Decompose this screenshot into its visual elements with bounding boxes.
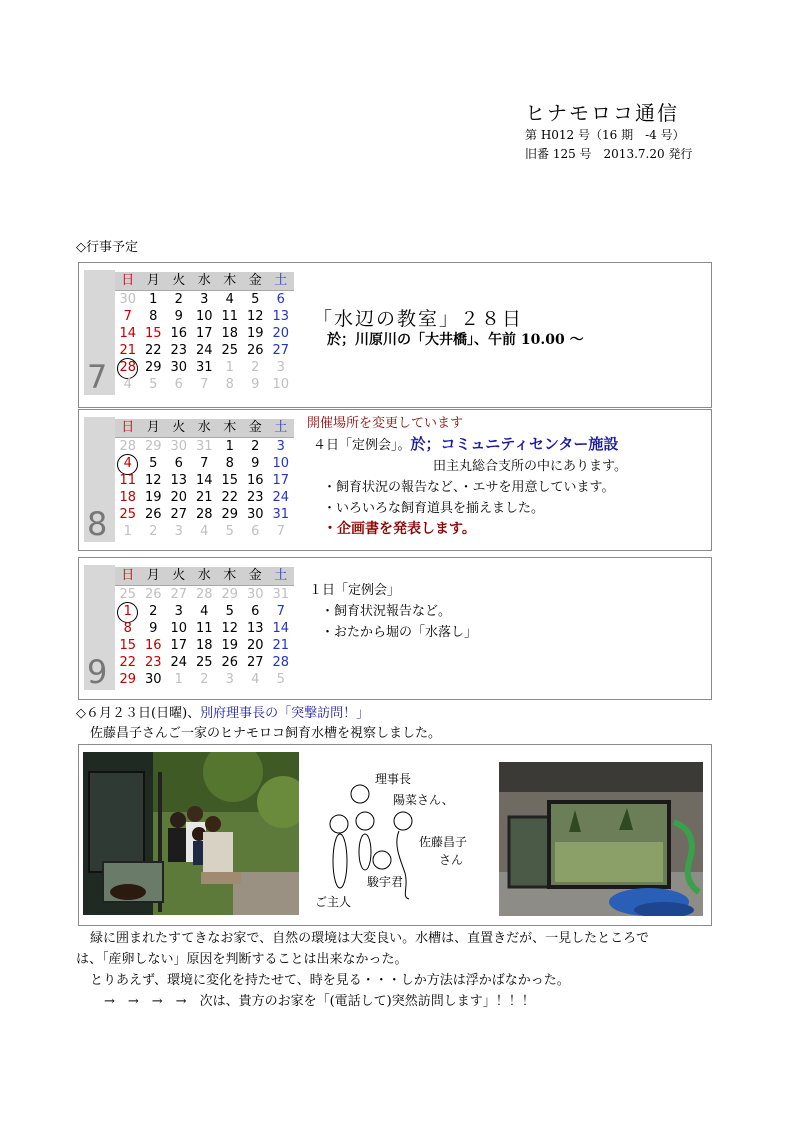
- calendar-day: 6: [174, 377, 183, 392]
- calendar-day: 17: [170, 638, 188, 653]
- serial-and-date: 旧番 125 号 2013.7.20 発行: [525, 147, 693, 161]
- calendar-week-row: [115, 455, 294, 472]
- newsletter-title: ヒナモロコ通信: [525, 101, 679, 125]
- calendar-day: 20: [272, 326, 290, 341]
- weekday-label: 月: [146, 420, 160, 435]
- calendar-day: 5: [276, 672, 285, 687]
- weekday-label: 金: [248, 420, 262, 435]
- calendar-day: 7: [276, 604, 285, 619]
- calendar-day: 9: [251, 456, 260, 471]
- calendar-day: 10: [170, 621, 188, 636]
- visit-heading-date: ◇６月２３日(日曜)、: [76, 706, 201, 721]
- calendar-day: 29: [221, 587, 239, 602]
- calendar-day: 11: [195, 621, 213, 636]
- visit-photo-box: [78, 744, 712, 926]
- calendar-day: 24: [195, 343, 213, 358]
- calendar-day: 2: [149, 604, 158, 619]
- calendar-day: 7: [123, 309, 132, 324]
- weekday-label: 金: [248, 273, 262, 288]
- calendar-day: 6: [251, 604, 260, 619]
- calendar-day: 3: [174, 524, 183, 539]
- august-item-1: ・飼育状況の報告など、・エサを用意しています。: [323, 480, 615, 495]
- july-event-title: 「水辺の教室」２８日: [313, 308, 524, 330]
- weekday-label: 木: [223, 420, 237, 435]
- calendar-day: 18: [221, 326, 239, 341]
- masthead: [525, 100, 692, 164]
- calendar-day: 15: [221, 473, 239, 488]
- calendar-day: 28: [272, 655, 290, 670]
- calendar-day: 25: [221, 343, 239, 358]
- label-hina: 陽菜さん、: [393, 793, 454, 807]
- body-paragraph-1-line-1: 緑に囲まれたすてきなお家で、自然の環境は大変良い。水槽は、直置きだが、一見したところで: [90, 931, 650, 946]
- calendar-day: 7: [200, 456, 209, 471]
- calendar-day: 19: [221, 638, 239, 653]
- weekday-label: 日: [121, 273, 135, 288]
- calendar-day: 5: [149, 377, 158, 392]
- calendar-week-row: [115, 586, 294, 603]
- calendar-week-row: [115, 620, 294, 637]
- label-husband: ご主人: [315, 895, 352, 909]
- weekday-label: 火: [172, 420, 186, 435]
- calendar-day: 3: [200, 292, 209, 307]
- calendar-day: 10: [195, 309, 213, 324]
- calendar-month-number: 8: [87, 505, 108, 543]
- calendar-day: 16: [246, 473, 264, 488]
- calendar-day: 20: [170, 490, 188, 505]
- august-event-line: ４日「定例会」。: [313, 438, 411, 453]
- calendar-day: 15: [144, 326, 162, 341]
- calendar-day: 2: [174, 292, 183, 307]
- calendar-day: 27: [170, 507, 188, 522]
- calendar-day: 8: [225, 377, 234, 392]
- calendar-day: 29: [221, 507, 239, 522]
- calendar-day: 18: [195, 638, 213, 653]
- calendar-day: 26: [144, 507, 162, 522]
- august-event-place: 於；コミュニティセンター施設: [410, 435, 619, 453]
- calendar-week-row: [115, 472, 294, 489]
- calendar-day: 4: [200, 524, 209, 539]
- calendar-day: 10: [272, 377, 290, 392]
- calendar-day: 6: [251, 524, 260, 539]
- calendar-week-row: [115, 506, 294, 523]
- visit-heading-title: 別府理事長の「突撃訪問！」: [200, 706, 370, 721]
- calendar-day: 30: [170, 360, 188, 375]
- body-paragraph-2: とりあえず、環境に変化を持たせて、時を見る・・・しか方法は浮かばなかった。: [90, 973, 570, 988]
- calendar-day: 21: [272, 638, 290, 653]
- september-calendar: [84, 565, 296, 690]
- calendar-day: 12: [246, 309, 264, 324]
- calendar-day: 1: [225, 439, 234, 454]
- calendar-day: 8: [225, 456, 234, 471]
- july-calendar: [84, 270, 296, 395]
- calendar-day: 10: [272, 456, 290, 471]
- weekday-label: 木: [223, 273, 237, 288]
- calendar-day: 5: [149, 456, 158, 471]
- calendar-grid: [115, 567, 294, 688]
- calendar-day: 5: [225, 524, 234, 539]
- calendar-day: 1: [225, 360, 234, 375]
- july-event-box: [78, 262, 712, 408]
- calendar-day: 11: [221, 309, 239, 324]
- calendar-day: 20: [246, 638, 264, 653]
- calendar-day: 9: [174, 309, 183, 324]
- calendar-day: 13: [170, 473, 188, 488]
- weekday-label: 日: [121, 568, 135, 583]
- calendar-week-row: [115, 376, 294, 393]
- august-highlight: ・企画書を発表します。: [323, 521, 476, 537]
- weekday-label: 土: [274, 568, 288, 583]
- calendar-day: 18: [119, 490, 137, 505]
- calendar-day: 17: [272, 473, 290, 488]
- calendar-week-row: [115, 671, 294, 688]
- calendar-week-row: [115, 603, 294, 620]
- calendar-day: 5: [225, 604, 234, 619]
- calendar-day: 3: [225, 672, 234, 687]
- calendar-day: 23: [246, 490, 264, 505]
- september-item-2: ・おたから堀の「水落し」: [321, 625, 478, 640]
- calendar-day: 25: [195, 655, 213, 670]
- calendar-day: 27: [246, 655, 264, 670]
- calendar-day: 12: [144, 473, 162, 488]
- calendar-day: 27: [272, 343, 290, 358]
- calendar-day: 1: [149, 292, 158, 307]
- calendar-day: 7: [200, 377, 209, 392]
- schedule-heading: ◇行事予定: [76, 240, 138, 255]
- calendar-day: 13: [272, 309, 290, 324]
- calendar-week-row: [115, 523, 294, 540]
- calendar-week-row: [115, 489, 294, 506]
- calendar-weekday-header: [115, 272, 294, 291]
- aquarium-photo: [499, 762, 703, 916]
- calendar-day: 22: [119, 655, 137, 670]
- calendar-day: 17: [195, 326, 213, 341]
- calendar-day: 11: [119, 473, 137, 488]
- calendar-day: 26: [221, 655, 239, 670]
- weekday-label: 水: [197, 273, 211, 288]
- calendar-month-number: 7: [87, 358, 108, 396]
- calendar-day: 28: [115, 359, 141, 376]
- calendar-day: 19: [246, 326, 264, 341]
- calendar-day: 14: [195, 473, 213, 488]
- calendar-day: 3: [174, 604, 183, 619]
- calendar-day: 8: [123, 621, 132, 636]
- calendar-day: 23: [170, 343, 188, 358]
- calendar-day: 1: [115, 603, 141, 620]
- calendar-week-row: [115, 325, 294, 342]
- body-paragraph-3: → → → → 次は、貴方のお家を「(電話して)突然訪問します」！！！: [104, 994, 535, 1009]
- calendar-day: 4: [123, 377, 132, 392]
- calendar-day: 22: [144, 343, 162, 358]
- label-san: さん: [439, 853, 464, 867]
- weekday-label: 水: [197, 420, 211, 435]
- calendar-day: 30: [170, 439, 188, 454]
- calendar-day: 5: [251, 292, 260, 307]
- calendar-week-row: [115, 342, 294, 359]
- calendar-day: 21: [195, 490, 213, 505]
- september-item-1: ・飼育状況報告など。: [321, 604, 452, 619]
- weekday-label: 火: [172, 273, 186, 288]
- calendar-day: 13: [246, 621, 264, 636]
- august-place-note: 田主丸総合支所の中にあります。: [433, 459, 627, 474]
- calendar-day: 23: [144, 655, 162, 670]
- calendar-week-row: [115, 654, 294, 671]
- label-chairman: 理事長: [375, 772, 412, 786]
- calendar-week-row: [115, 359, 294, 376]
- visit-intro: 佐藤昌子さんご一家のヒナモロコ飼育水槽を視察しました。: [90, 726, 442, 741]
- calendar-day: 9: [149, 621, 158, 636]
- calendar-day: 26: [246, 343, 264, 358]
- weekday-label: 火: [172, 568, 186, 583]
- calendar-day: 25: [119, 587, 137, 602]
- calendar-weekday-header: [115, 567, 294, 586]
- calendar-day: 7: [276, 524, 285, 539]
- visit-heading: [76, 702, 369, 721]
- calendar-day: 31: [272, 587, 290, 602]
- weekday-label: 月: [146, 568, 160, 583]
- calendar-weekday-header: [115, 419, 294, 438]
- calendar-week-row: [115, 637, 294, 654]
- calendar-day: 31: [195, 360, 213, 375]
- calendar-day: 3: [276, 360, 285, 375]
- calendar-day: 28: [195, 587, 213, 602]
- august-event-box: [78, 409, 712, 551]
- calendar-day: 30: [119, 292, 137, 307]
- calendar-day: 4: [200, 604, 209, 619]
- weekday-label: 土: [274, 273, 288, 288]
- calendar-day: 2: [149, 524, 158, 539]
- july-event-place: 於；川原川の「大井橋」、午前 10.00 ～: [327, 332, 584, 348]
- calendar-day: 2: [200, 672, 209, 687]
- weekday-label: 木: [223, 568, 237, 583]
- calendar-grid: [115, 272, 294, 393]
- body-paragraph-1-line-2: は、「産卵しない」原因を判断することは出来なかった。: [76, 952, 408, 967]
- august-venue-notice: 開催場所を変更しています: [307, 416, 464, 431]
- calendar-week-row: [115, 438, 294, 455]
- calendar-day: 27: [170, 587, 188, 602]
- calendar-day: 6: [174, 456, 183, 471]
- calendar-day: 2: [251, 360, 260, 375]
- weekday-label: 金: [248, 568, 262, 583]
- calendar-day: 8: [149, 309, 158, 324]
- calendar-week-row: [115, 308, 294, 325]
- calendar-day: 29: [119, 672, 137, 687]
- label-sato: 佐藤昌子: [419, 835, 468, 849]
- calendar-day: 15: [119, 638, 137, 653]
- calendar-day: 29: [144, 360, 162, 375]
- calendar-day: 1: [123, 524, 132, 539]
- family-position-diagram: [309, 765, 479, 915]
- calendar-day: 28: [195, 507, 213, 522]
- calendar-day: 3: [276, 439, 285, 454]
- calendar-month-number: 9: [87, 653, 108, 691]
- calendar-day: 12: [221, 621, 239, 636]
- calendar-day: 28: [119, 439, 137, 454]
- calendar-day: 1: [174, 672, 183, 687]
- weekday-label: 土: [274, 420, 288, 435]
- calendar-day: 31: [272, 507, 290, 522]
- calendar-day: 14: [272, 621, 290, 636]
- issue-number: 第 H012 号（16 期 -4 号）: [525, 128, 685, 142]
- weekday-label: 日: [121, 420, 135, 435]
- calendar-day: 4: [251, 672, 260, 687]
- calendar-day: 16: [170, 326, 188, 341]
- calendar-day: 16: [144, 638, 162, 653]
- calendar-day: 30: [144, 672, 162, 687]
- calendar-grid: [115, 419, 294, 540]
- september-event-box: [78, 557, 712, 700]
- calendar-day: 30: [246, 587, 264, 602]
- calendar-day: 2: [251, 439, 260, 454]
- calendar-day: 24: [272, 490, 290, 505]
- calendar-day: 9: [251, 377, 260, 392]
- calendar-day: 14: [119, 326, 137, 341]
- calendar-day: 31: [195, 439, 213, 454]
- calendar-day: 25: [119, 507, 137, 522]
- calendar-day: 4: [115, 455, 141, 472]
- calendar-day: 24: [170, 655, 188, 670]
- calendar-day: 29: [144, 439, 162, 454]
- calendar-day: 30: [246, 507, 264, 522]
- august-calendar: [84, 417, 296, 542]
- weekday-label: 月: [146, 273, 160, 288]
- calendar-day: 4: [225, 292, 234, 307]
- calendar-day: 26: [144, 587, 162, 602]
- calendar-day: 21: [119, 343, 137, 358]
- family-photo: [83, 752, 299, 915]
- august-item-2: ・いろいろな飼育道具を揃えました。: [323, 501, 545, 516]
- calendar-day: 19: [144, 490, 162, 505]
- calendar-week-row: [115, 291, 294, 308]
- calendar-day: 22: [221, 490, 239, 505]
- label-shunsuke: 駿宇君: [367, 875, 404, 889]
- weekday-label: 水: [197, 568, 211, 583]
- calendar-day: 6: [276, 292, 285, 307]
- september-event-line: １日「定例会」: [309, 583, 401, 598]
